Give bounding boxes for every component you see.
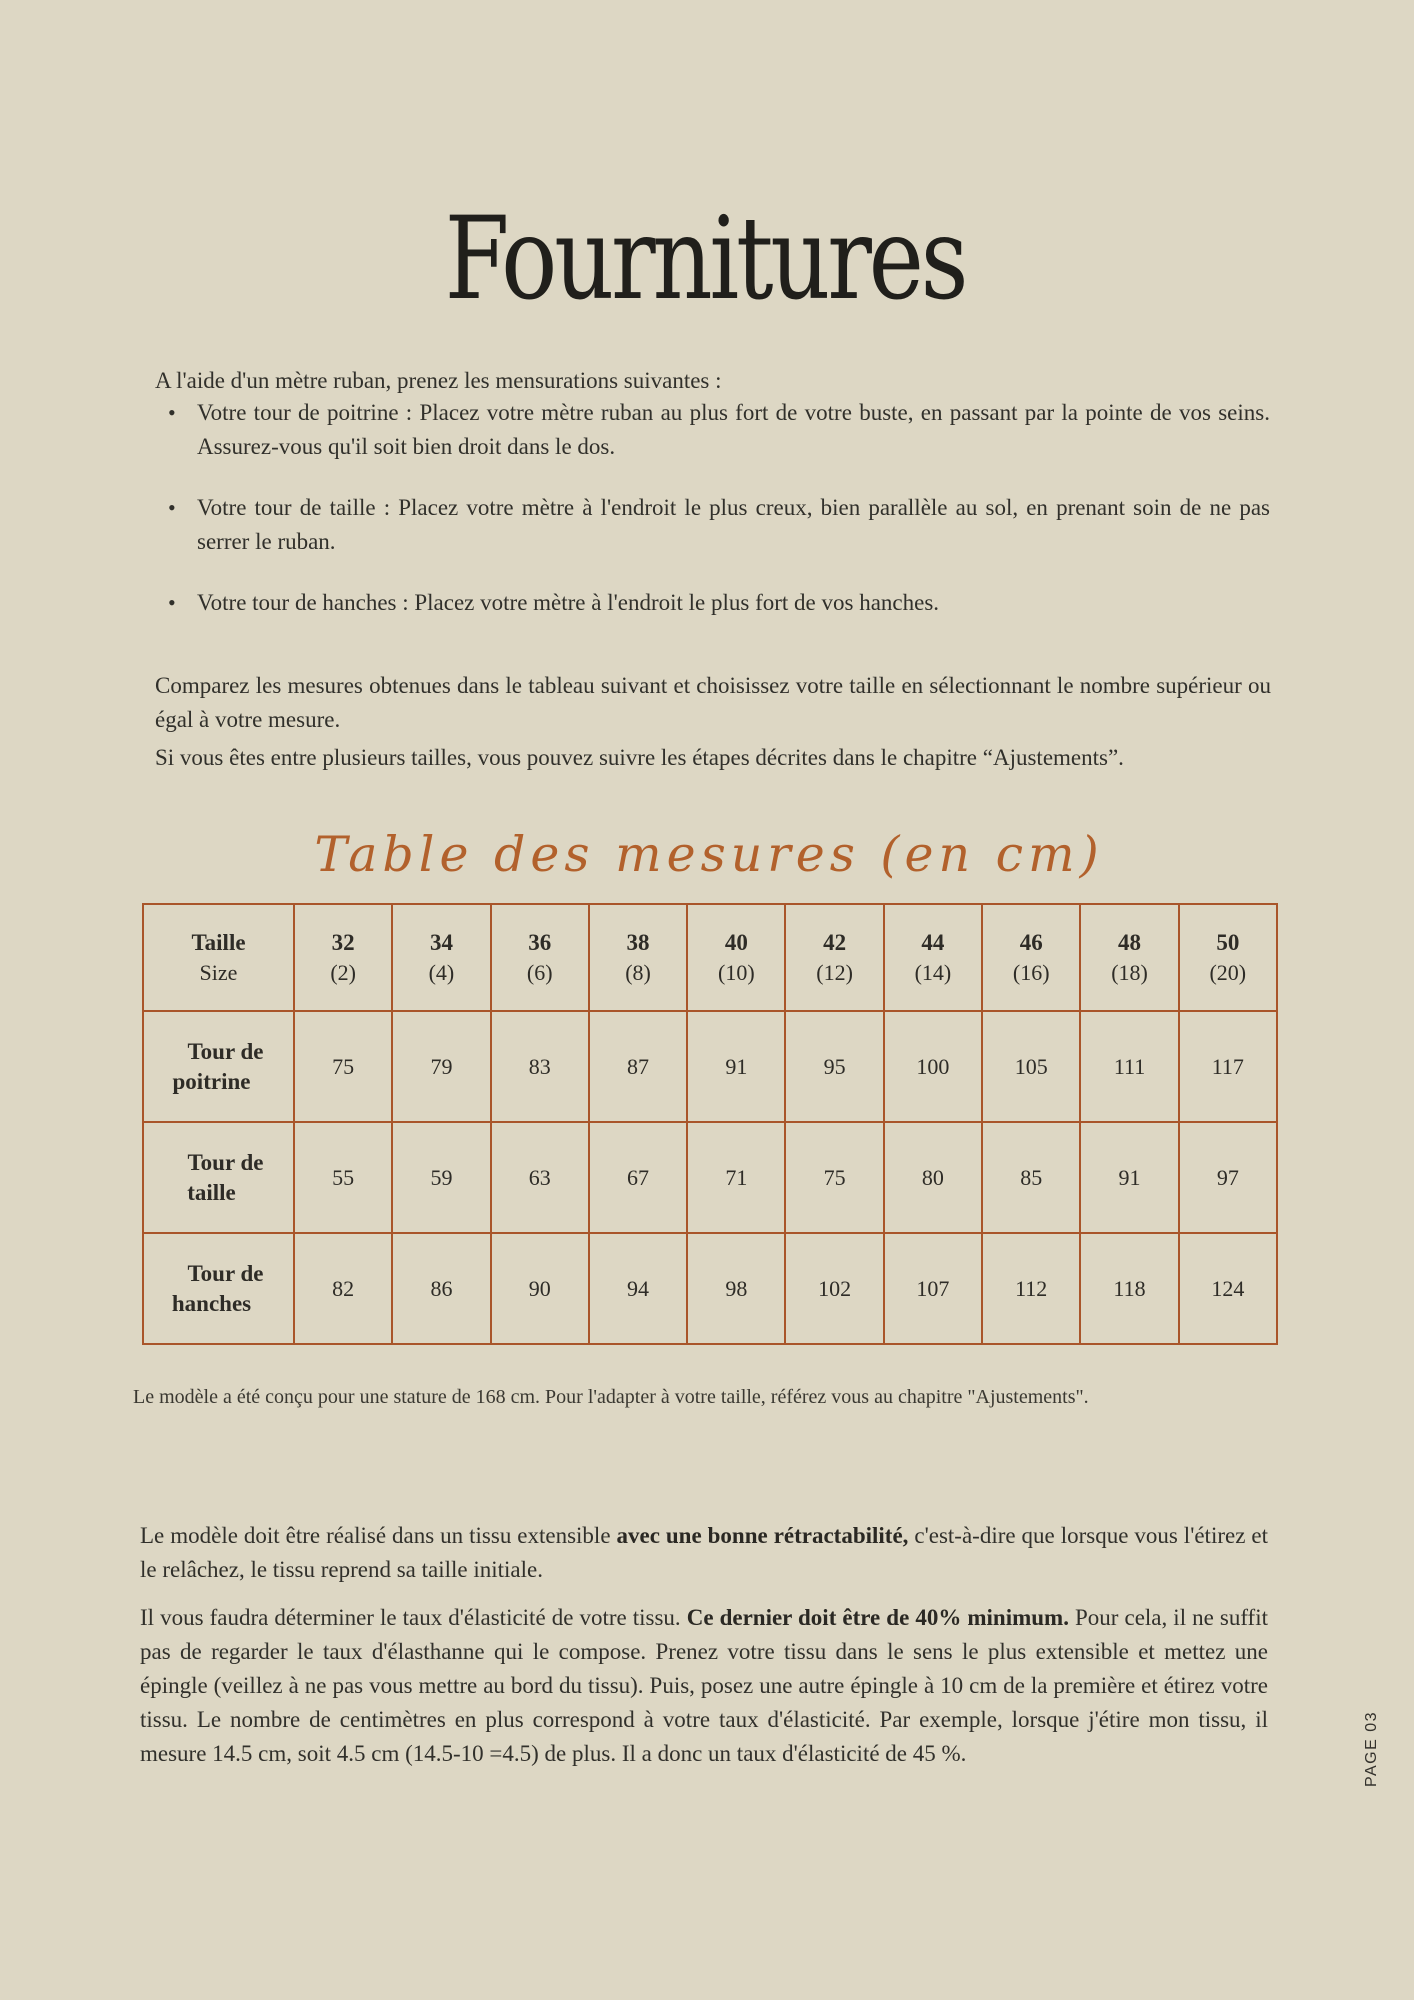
size-header-cell bbox=[491, 904, 589, 1011]
table-row bbox=[143, 1011, 1277, 1122]
measure-value-cell: 117 bbox=[1179, 1011, 1277, 1122]
measures-table bbox=[142, 903, 1278, 1345]
measure-value-cell: 87 bbox=[589, 1011, 687, 1122]
size-us-label: (18) bbox=[1111, 959, 1148, 985]
measure-value-cell: 79 bbox=[392, 1011, 490, 1122]
list-item bbox=[168, 491, 1270, 559]
size-eu-label: 46 bbox=[1019, 929, 1043, 955]
measure-value-cell: 83 bbox=[491, 1011, 589, 1122]
measure-value-cell: 105 bbox=[982, 1011, 1080, 1122]
between-sizes-paragraph: Si vous êtes entre plusieurs tailles, vous pouvez suivre les étapes décrites dans le chapitre “Ajustements”. bbox=[155, 745, 1124, 770]
measure-value-cell: 107 bbox=[884, 1233, 982, 1344]
measure-value-cell: 111 bbox=[1080, 1011, 1178, 1122]
text-segment: c'est-à-dire que lorsque vous l'étirez et le relâchez, le tissu reprend sa taille initiale. bbox=[140, 1523, 1268, 1582]
size-us-label: (6) bbox=[526, 959, 553, 985]
measure-value-cell: 63 bbox=[491, 1122, 589, 1233]
table-row bbox=[143, 1233, 1277, 1344]
compare-paragraph: Comparez les mesures obtenues dans le tableau suivant et choisissez votre taille en sélectionnant le nombre supérieur ou égal à votre mesure. bbox=[155, 673, 1271, 732]
measures-table-heading: Table des mesures (en cm) bbox=[314, 826, 1104, 883]
measure-value-cell: 82 bbox=[294, 1233, 392, 1344]
measure-value-cell: 124 bbox=[1179, 1233, 1277, 1344]
measure-value-cell: 90 bbox=[491, 1233, 589, 1344]
corner-label-fr: Taille bbox=[191, 929, 246, 955]
table-corner-cell bbox=[143, 904, 294, 1011]
measure-value-cell: 112 bbox=[982, 1233, 1080, 1344]
table-header-row bbox=[143, 904, 1277, 1011]
measure-instructions-list bbox=[168, 396, 1270, 647]
fabric-paragraph-2 bbox=[140, 1601, 1268, 1771]
row-label-text: Tour de taille bbox=[187, 1149, 264, 1205]
measure-value-cell: 91 bbox=[1080, 1122, 1178, 1233]
size-eu-label: 50 bbox=[1216, 929, 1240, 955]
list-item-text: Votre tour de hanches : Placez votre mètre à l'endroit le plus fort de vos hanches. bbox=[197, 590, 940, 615]
size-header-cell bbox=[785, 904, 883, 1011]
list-item bbox=[168, 396, 1270, 464]
intro-text: A l'aide d'un mètre ruban, prenez les mensurations suivantes : bbox=[155, 368, 722, 393]
bold-text-segment: Ce dernier doit être de 40% minimum. bbox=[686, 1605, 1069, 1630]
table-row bbox=[143, 1122, 1277, 1233]
measure-value-cell: 98 bbox=[687, 1233, 785, 1344]
bullet-icon: • bbox=[168, 590, 176, 615]
measure-value-cell: 75 bbox=[294, 1011, 392, 1122]
measure-value-cell: 97 bbox=[1179, 1122, 1277, 1233]
size-us-label: (14) bbox=[914, 959, 952, 985]
size-header-cell bbox=[392, 904, 490, 1011]
size-us-label: (8) bbox=[625, 959, 651, 985]
measure-value-cell: 71 bbox=[687, 1122, 785, 1233]
measure-value-cell: 94 bbox=[589, 1233, 687, 1344]
size-header-cell bbox=[1179, 904, 1277, 1011]
list-item-text: Votre tour de poitrine : Placez votre mètre ruban au plus fort de votre buste, en passant par la pointe de vos seins. Assurez-vous qu'il soit bien droit dans le dos. bbox=[197, 400, 1270, 459]
text-segment: Le modèle doit être réalisé dans un tissu extensible bbox=[140, 1523, 617, 1548]
measure-value-cell: 75 bbox=[785, 1122, 883, 1233]
measure-value-cell: 102 bbox=[785, 1233, 883, 1344]
size-eu-label: 48 bbox=[1118, 929, 1142, 955]
measure-value-cell: 59 bbox=[392, 1122, 490, 1233]
page-title: Fournitures bbox=[444, 192, 966, 326]
list-item bbox=[168, 586, 1270, 620]
list-item-text: Votre tour de taille : Placez votre mètre à l'endroit le plus creux, bien parallèle au sol, en prenant soin de ne pas serrer le ruban. bbox=[197, 495, 1270, 554]
size-eu-label: 32 bbox=[331, 929, 355, 955]
corner-label-en: Size bbox=[199, 959, 238, 985]
size-header-cell bbox=[884, 904, 982, 1011]
size-eu-label: 44 bbox=[921, 929, 945, 955]
size-us-label: (4) bbox=[428, 959, 455, 985]
size-header-cell bbox=[982, 904, 1080, 1011]
bullet-icon: • bbox=[168, 495, 176, 520]
size-header-cell bbox=[589, 904, 687, 1011]
row-label-cell bbox=[143, 1122, 294, 1233]
fabric-paragraph-1 bbox=[140, 1519, 1268, 1587]
page-number: PAGE 03 bbox=[1363, 1711, 1380, 1788]
measure-value-cell: 55 bbox=[294, 1122, 392, 1233]
size-header-cell bbox=[294, 904, 392, 1011]
size-eu-label: 42 bbox=[823, 929, 847, 955]
size-eu-label: 38 bbox=[626, 929, 650, 955]
text-segment: Il vous faudra déterminer le taux d'élasticité de votre tissu. bbox=[140, 1605, 687, 1630]
size-us-label: (20) bbox=[1209, 959, 1247, 985]
row-label-cell bbox=[143, 1011, 294, 1122]
size-us-label: (10) bbox=[718, 959, 755, 985]
measure-value-cell: 95 bbox=[785, 1011, 883, 1122]
measure-value-cell: 100 bbox=[884, 1011, 982, 1122]
measure-value-cell: 67 bbox=[589, 1122, 687, 1233]
measure-value-cell: 91 bbox=[687, 1011, 785, 1122]
row-label-text: Tour de hanches bbox=[171, 1260, 264, 1316]
measure-value-cell: 85 bbox=[982, 1122, 1080, 1233]
size-us-label: (2) bbox=[330, 959, 356, 985]
size-header-cell bbox=[687, 904, 785, 1011]
row-label-cell bbox=[143, 1233, 294, 1344]
stature-footnote: Le modèle a été conçu pour une stature de 168 cm. Pour l'adapter à votre taille, référez vous au chapitre "Ajustements". bbox=[133, 1386, 1089, 1408]
measure-value-cell: 118 bbox=[1080, 1233, 1178, 1344]
size-header-cell bbox=[1080, 904, 1178, 1011]
bullet-icon: • bbox=[168, 400, 176, 425]
measure-value-cell: 86 bbox=[392, 1233, 490, 1344]
size-eu-label: 36 bbox=[528, 929, 552, 955]
measure-value-cell: 80 bbox=[884, 1122, 982, 1233]
size-eu-label: 34 bbox=[429, 929, 453, 955]
row-label-text: Tour de poitrine bbox=[172, 1038, 264, 1094]
size-eu-label: 40 bbox=[724, 929, 748, 955]
size-us-label: (16) bbox=[1012, 959, 1050, 985]
size-us-label: (12) bbox=[816, 959, 853, 985]
text-segment: Pour cela, il ne suffit pas de regarder le taux d'élasthanne qui le compose. Prenez votre tissu dans le sens le plus extensible et mettez une épingle (veillez à ne pas vous mettre au bord du tissu). Puis, posez une autre épingle à 10 cm de la première et étirez votre tissu. Le nombre de centimètres en plus correspond à votre taux d'élasticité. Par exemple, lorsque j'étire mon tissu, il mesure 14.5 cm, soit 4.5 cm (14.5-10 =4.5) de plus. Il a donc un taux d'élasticité de 45 %. bbox=[140, 1605, 1269, 1766]
bold-text-segment: avec une bonne rétractabilité, bbox=[616, 1523, 909, 1548]
